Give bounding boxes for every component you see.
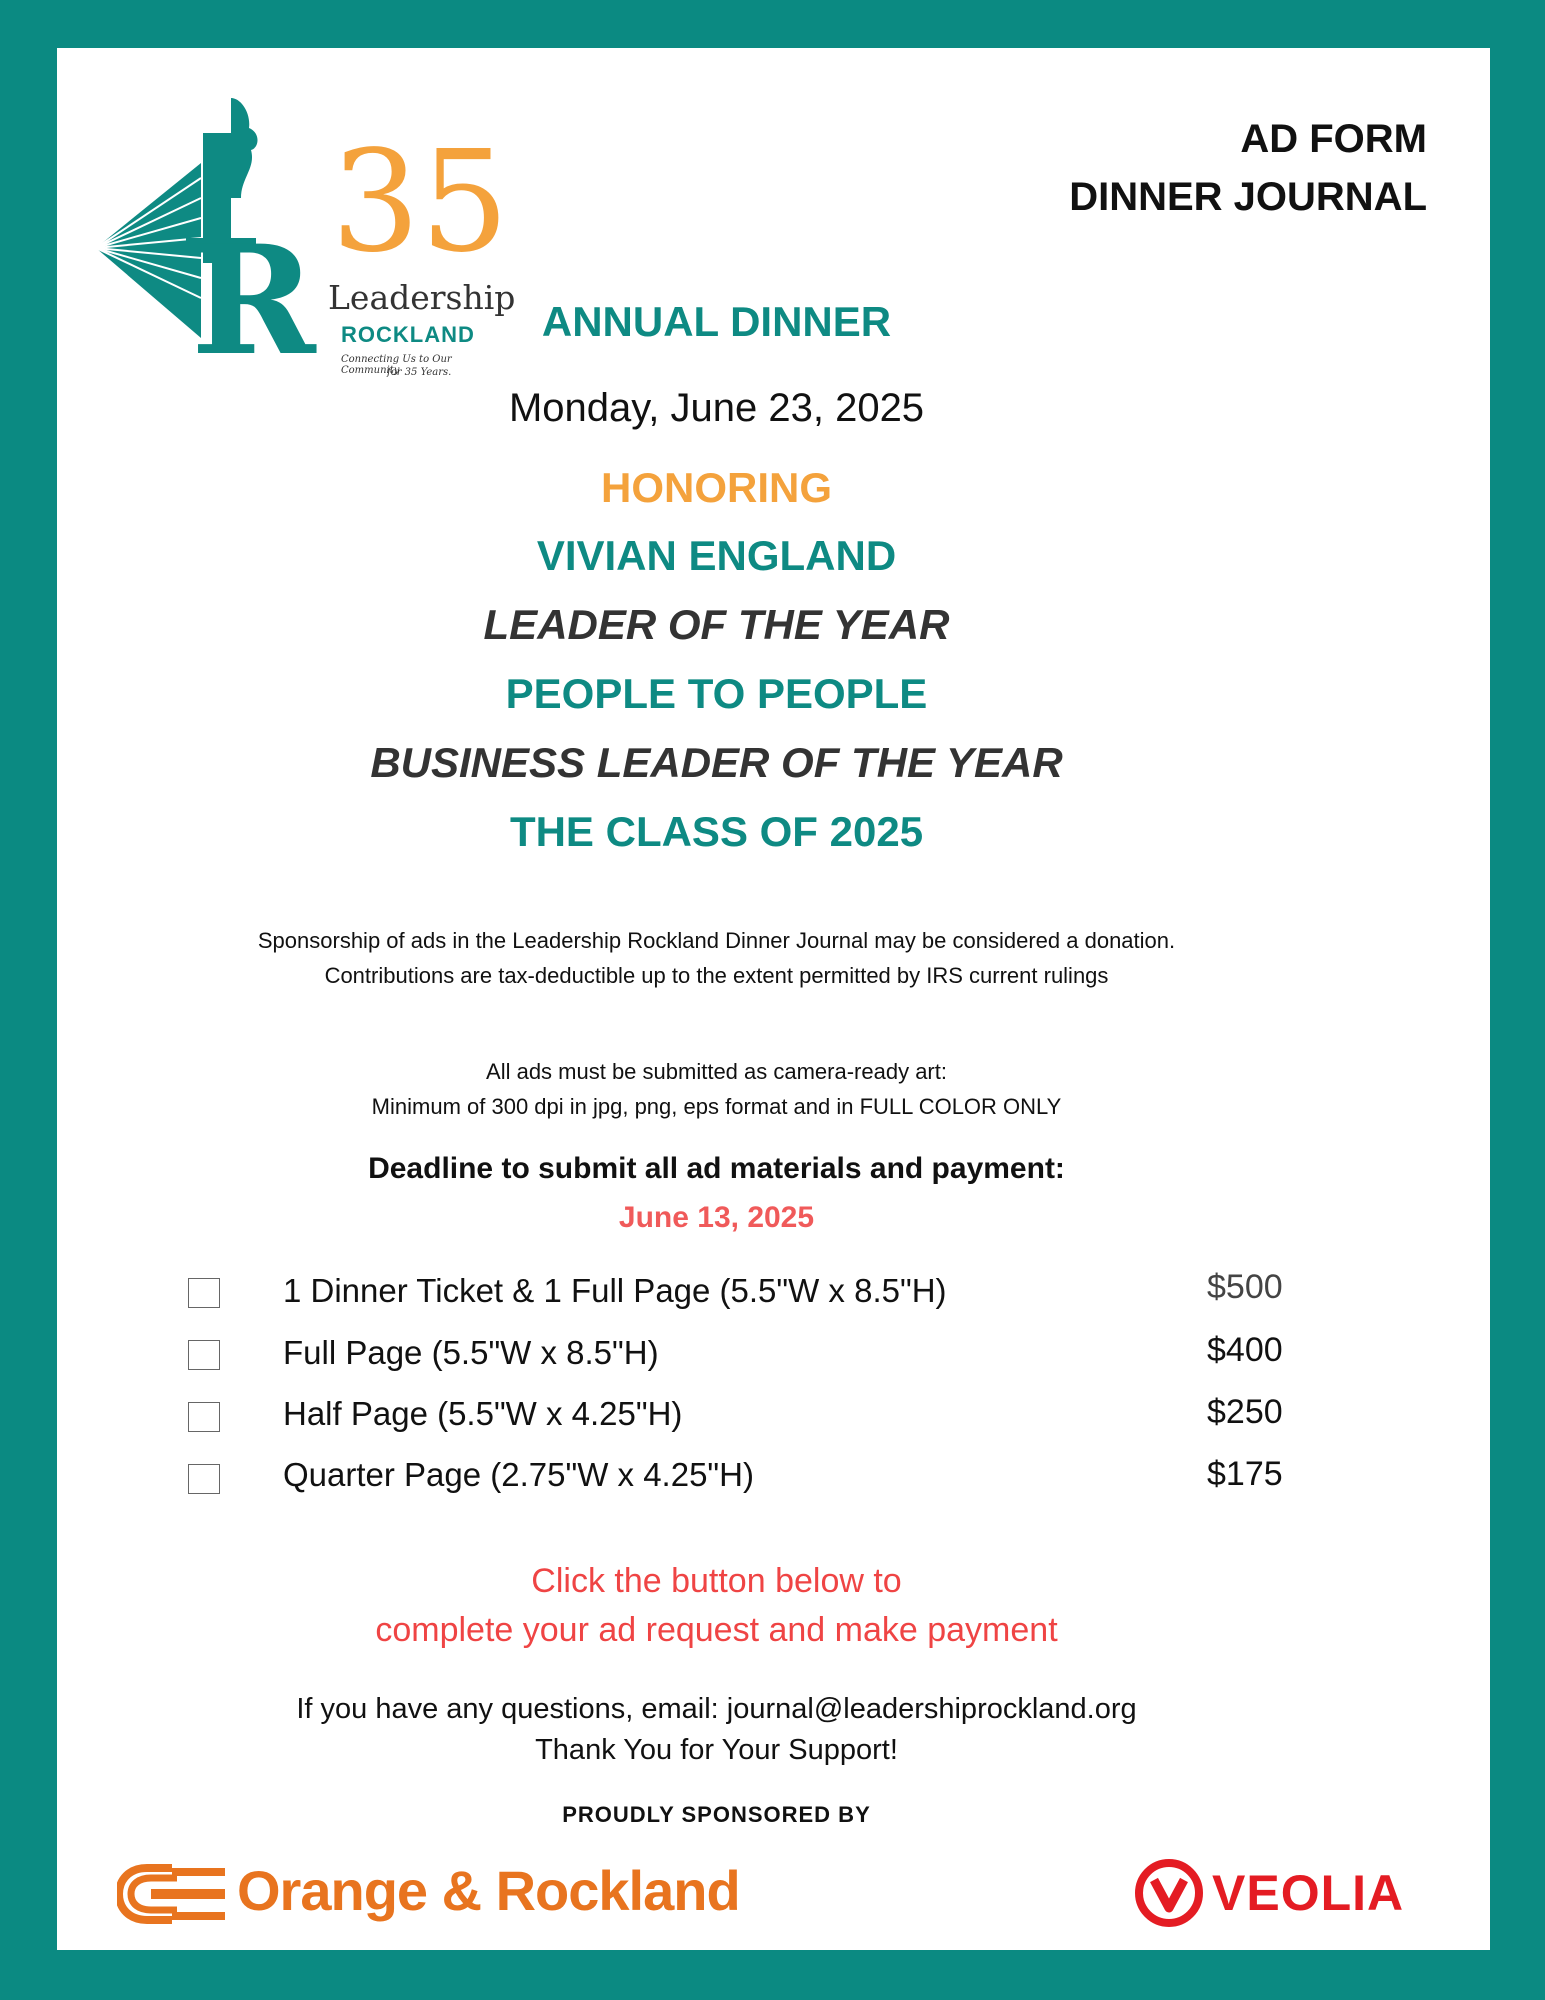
honoree-name-1: VIVIAN ENGLAND xyxy=(536,532,897,579)
deadline-date: June 13, 2025 xyxy=(618,1201,815,1234)
thanks-line: Thank You for Your Support! xyxy=(535,1734,898,1766)
deadline-label: Deadline to submit all ad materials and payment: xyxy=(368,1152,1065,1185)
form-title xyxy=(1069,110,1427,226)
option-price-1: $500 xyxy=(1207,1268,1283,1306)
form-title-line-1: AD FORM xyxy=(1240,117,1427,161)
option-checkbox-3[interactable] xyxy=(188,1402,220,1432)
option-checkbox-2[interactable] xyxy=(188,1340,220,1370)
donation-line-2: Contributions are tax-deductible up to the extent permitted by IRS current rulings xyxy=(324,963,1109,988)
honoree-award-2: BUSINESS LEADER OF THE YEAR xyxy=(370,739,1063,786)
sponsors-label: PROUDLY SPONSORED BY xyxy=(562,1802,871,1827)
art-line-2: Minimum of 300 dpi in jpg, png, eps format and in FULL COLOR ONLY xyxy=(371,1094,1062,1119)
logo-rockland-text: ROCKLAND xyxy=(341,322,475,347)
honoree-class: THE CLASS OF 2025 xyxy=(509,808,924,855)
logo-leadership-text: Leadership xyxy=(328,278,516,317)
logo-tagline-1: Connecting Us to Our Community xyxy=(341,354,452,376)
orange-rockland-text: Orange & Rockland xyxy=(237,1859,740,1922)
veolia-text: VEOLIA xyxy=(1212,1865,1405,1921)
logo-35: 35 xyxy=(331,121,510,284)
art-line-1: All ads must be submitted as camera-ready art: xyxy=(486,1059,947,1084)
option-checkbox-1[interactable] xyxy=(188,1278,220,1308)
option-label-1: 1 Dinner Ticket & 1 Full Page (5.5"W x 8.5"H) xyxy=(283,1272,947,1309)
honoree-name-2: PEOPLE TO PEOPLE xyxy=(505,670,928,717)
orange-rockland-c-icon xyxy=(117,1864,227,1924)
cta-line-1: Click the button below to xyxy=(531,1562,902,1600)
svg-text:R: R xyxy=(191,213,316,358)
veolia-v-icon xyxy=(1134,1858,1204,1928)
ad-form-page xyxy=(57,48,1490,1950)
event-title: ANNUAL DINNER xyxy=(541,298,892,345)
option-label-3: Half Page (5.5"W x 4.25"H) xyxy=(283,1395,683,1432)
event-date: Monday, June 23, 2025 xyxy=(508,386,925,430)
option-price-4: $175 xyxy=(1207,1455,1283,1493)
honoring-label: HONORING xyxy=(601,464,832,511)
form-title-line-2: DINNER JOURNAL xyxy=(1069,175,1427,219)
option-price-2: $400 xyxy=(1207,1331,1283,1369)
option-price-3: $250 xyxy=(1207,1393,1283,1431)
option-checkbox-4[interactable] xyxy=(188,1464,220,1494)
donation-line-1: Sponsorship of ads in the Leadership Rockland Dinner Journal may be considered a donation. xyxy=(257,928,1176,953)
option-label-2: Full Page (5.5"W x 8.5"H) xyxy=(283,1334,659,1371)
honoree-award-1: LEADER OF THE YEAR xyxy=(483,601,950,648)
logo-tagline-2: for 35 Years. xyxy=(387,367,452,378)
option-label-4: Quarter Page (2.75"W x 4.25"H) xyxy=(283,1456,754,1493)
contact-email-line: If you have any questions, email: journal@leadershiprockland.org xyxy=(296,1693,1137,1725)
cta-line-2: complete your ad request and make payment xyxy=(375,1611,1058,1649)
